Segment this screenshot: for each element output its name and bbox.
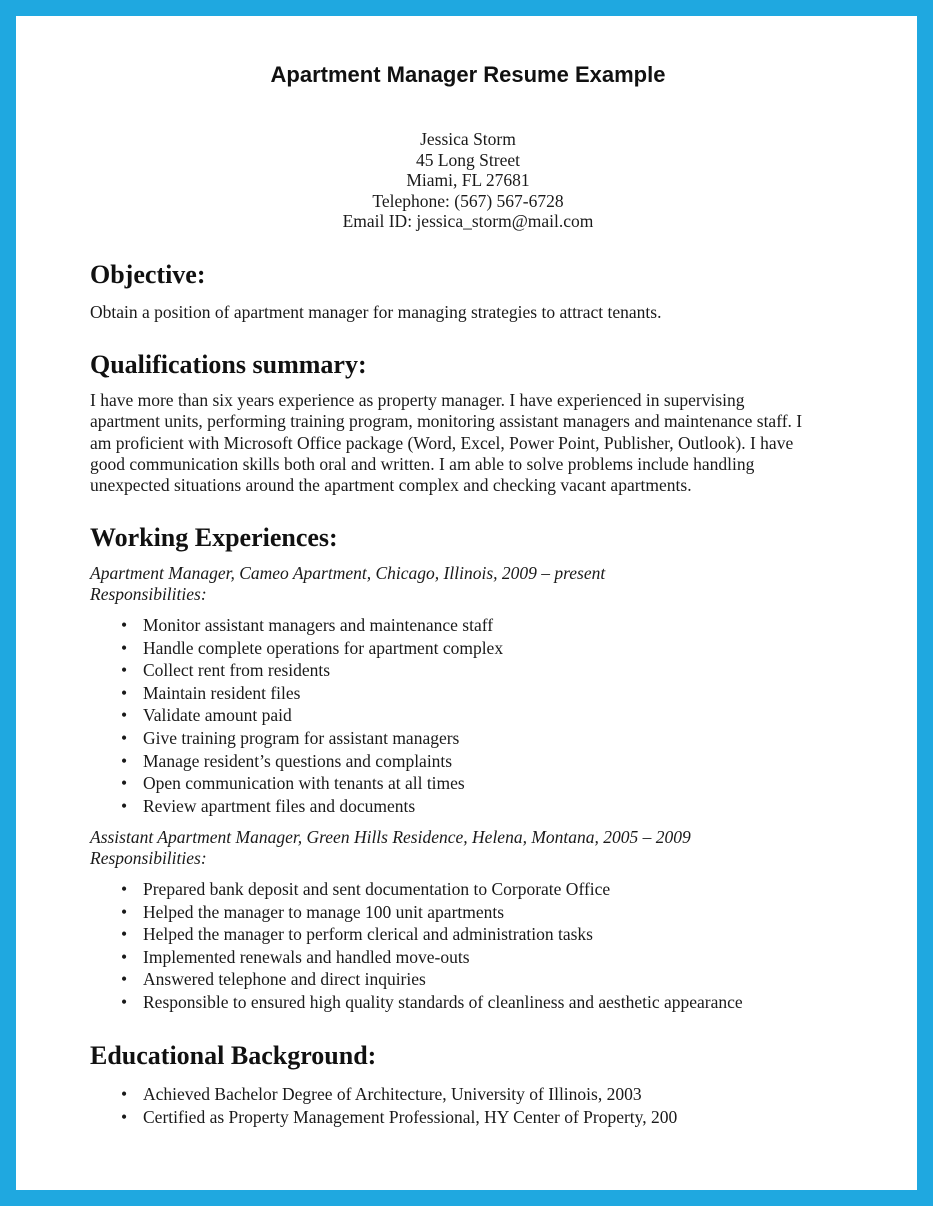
qualifications-line: I have more than six years experience as property manager. I have experienced in supervising bbox=[90, 390, 745, 410]
bullet-icon: • bbox=[121, 901, 128, 922]
list-item: • Responsible to ensured high quality standards of cleanliness and aesthetic appearance bbox=[121, 991, 743, 1012]
responsibilities-label: Responsibilities: bbox=[90, 584, 207, 604]
bullet-icon: • bbox=[121, 727, 128, 748]
bullet-icon: • bbox=[121, 795, 128, 816]
job-responsibilities bbox=[90, 878, 743, 1014]
responsibilities-label: Responsibilities: bbox=[90, 848, 207, 868]
objective-heading: Objective: bbox=[90, 260, 206, 289]
education-heading: Educational Background: bbox=[90, 1041, 377, 1070]
bullet-icon: • bbox=[121, 1084, 128, 1104]
contact-city: Miami, FL 27681 bbox=[406, 170, 530, 190]
qualifications-line: good communication skills both oral and written. I am able to solve problems include handling bbox=[90, 453, 755, 474]
bullet-icon: • bbox=[121, 660, 128, 681]
contact-street: 45 Long Street bbox=[415, 149, 520, 170]
bullet-icon: • bbox=[121, 1106, 128, 1127]
objective-text: Obtain a position of apartment manager for managing strategies to attract tenants. bbox=[90, 302, 662, 322]
list-item: • Monitor assistant managers and maintenance staff bbox=[121, 615, 494, 635]
page-title: Apartment Manager Resume Example bbox=[270, 62, 666, 87]
contact-name: Jessica Storm bbox=[420, 129, 516, 149]
qualifications-heading: Qualifications summary: bbox=[90, 350, 367, 379]
bullet-icon: • bbox=[121, 615, 128, 635]
job-header bbox=[90, 563, 605, 605]
job-title: Assistant Apartment Manager, Green Hills Residence, Helena, Montana, 2005 – 2009 bbox=[90, 827, 691, 847]
list-item: • Answered telephone and direct inquiries bbox=[121, 969, 426, 990]
contact-block bbox=[90, 129, 846, 232]
job-responsibilities bbox=[90, 614, 503, 817]
list-item: • Give training program for assistant managers bbox=[121, 727, 460, 748]
list-item: • Certified as Property Management Professional, HY Center of Property, 200 bbox=[121, 1106, 678, 1127]
bullet-icon: • bbox=[121, 773, 128, 794]
qualifications-line: unexpected situations around the apartment complex and checking vacant apartments. bbox=[90, 475, 692, 496]
bullet-icon: • bbox=[121, 991, 128, 1012]
qualifications-line: apartment units, performing training program, monitoring assistant managers and maintenance staff. I bbox=[90, 411, 803, 432]
list-item: • Helped the manager to manage 100 unit apartments bbox=[121, 901, 505, 922]
bullet-icon: • bbox=[121, 750, 128, 771]
list-item: • Review apartment files and documents bbox=[121, 795, 416, 816]
experience-heading: Working Experiences: bbox=[90, 523, 338, 552]
job-header bbox=[90, 827, 691, 869]
list-item: • Validate amount paid bbox=[121, 705, 292, 726]
bullet-icon: • bbox=[121, 705, 128, 726]
list-item: • Achieved Bachelor Degree of Architecture, University of Illinois, 2003 bbox=[121, 1084, 642, 1104]
list-item: • Prepared bank deposit and sent documentation to Corporate Office bbox=[121, 879, 611, 899]
list-item: • Implemented renewals and handled move-outs bbox=[121, 946, 470, 967]
list-item: • Handle complete operations for apartment complex bbox=[121, 637, 504, 658]
bullet-icon: • bbox=[121, 637, 128, 658]
contact-email: Email ID: jessica_storm@mail.com bbox=[342, 211, 594, 231]
bullet-icon: • bbox=[121, 879, 128, 899]
list-item: • Manage resident’s questions and complaints bbox=[121, 750, 453, 771]
list-item: • Collect rent from residents bbox=[121, 660, 331, 681]
contact-telephone: Telephone: (567) 567-6728 bbox=[372, 190, 564, 211]
education-list bbox=[90, 1083, 677, 1128]
list-item: • Maintain resident files bbox=[121, 682, 301, 703]
job-title: Apartment Manager, Cameo Apartment, Chicago, Illinois, 2009 – present bbox=[90, 563, 606, 583]
qualifications-line: am proficient with Microsoft Office package (Word, Excel, Power Point, Publisher, Outlook). I have bbox=[90, 432, 794, 453]
list-item: • Helped the manager to perform clerical and administration tasks bbox=[121, 924, 593, 945]
bullet-icon: • bbox=[121, 682, 128, 703]
qualifications-text bbox=[90, 390, 850, 496]
bullet-icon: • bbox=[121, 969, 128, 990]
bullet-icon: • bbox=[121, 946, 128, 967]
list-item: • Open communication with tenants at all times bbox=[121, 773, 465, 794]
bullet-icon: • bbox=[121, 924, 128, 945]
